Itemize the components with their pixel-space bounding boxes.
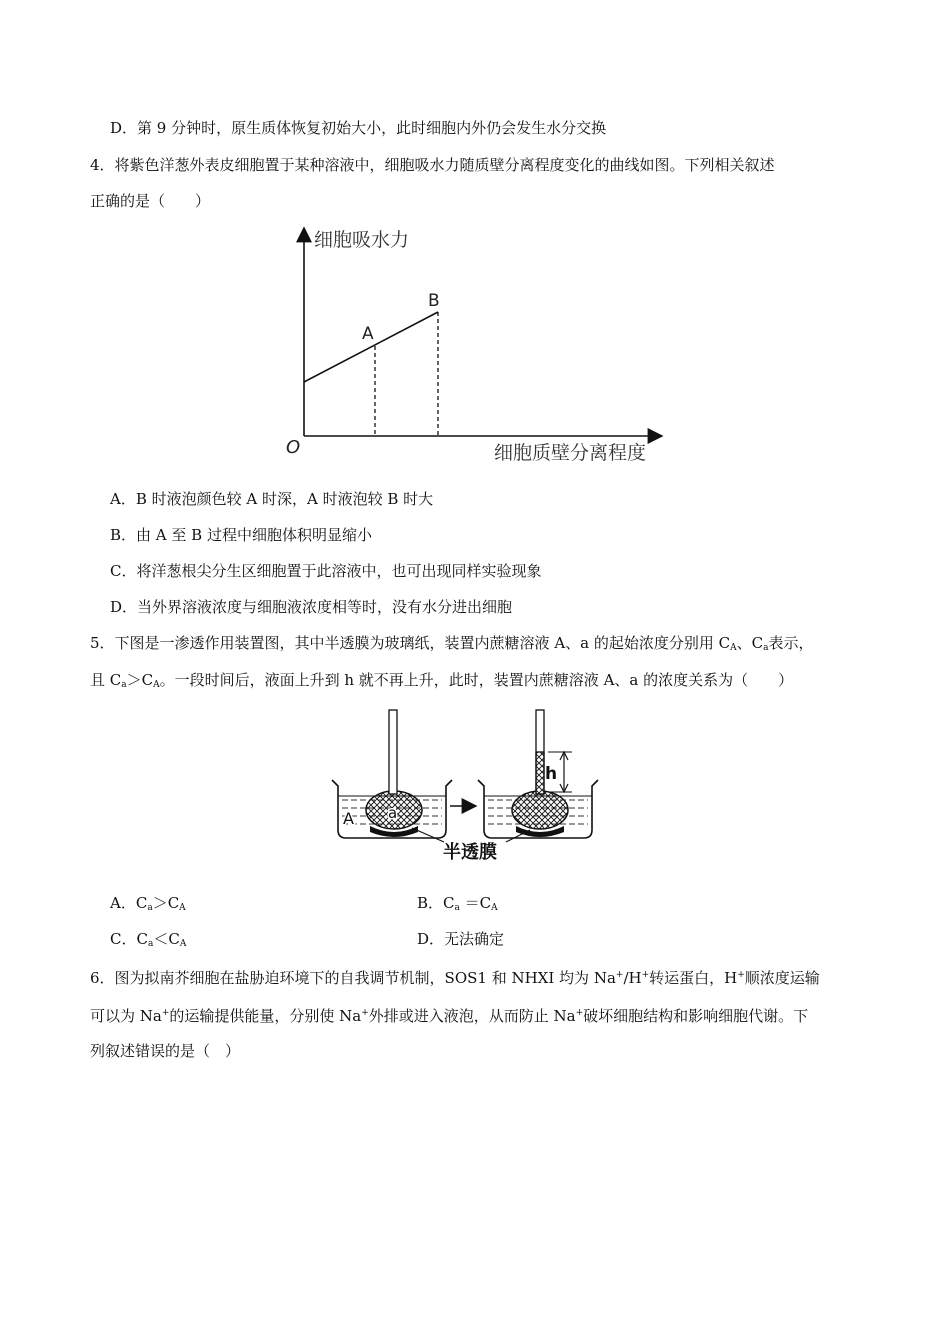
y-axis-label: 细胞吸水力 — [314, 229, 410, 251]
q6-stem-line3: 列叙述错误的是（ ） — [90, 1042, 241, 1060]
q6-stem-line1: 6．图为拟南芥细胞在盐胁迫环境下的自我调节机制，SOS1 和 NHXI 均为 Na+/H+转运蛋白，H+顺浓度运输 — [90, 969, 820, 987]
right-tube-fluid — [536, 752, 544, 794]
point-a-label: A — [362, 324, 374, 344]
q4-stem-line1: 4．将紫色洋葱外表皮细胞置于某种溶液中，细胞吸水力随质壁分离程度变化的曲线如图。下列相关叙述 — [90, 156, 775, 174]
label-h: h — [545, 764, 558, 784]
q3-option-d: D．第 9 分钟时，原生质体恢复初始大小，此时细胞内外仍会发生水分交换 — [110, 119, 607, 137]
q5-stem-line2: 且 $C_a>C_A$。一段时间后，液面上升到 h 就不再上升，此时，装置内蔗糖溶液 A、a 的浓度关系为（ ） — [90, 671, 794, 690]
q4-stem-line2: 正确的是（ ） — [90, 192, 211, 210]
q5-stem-line1: 5．下图是一渗透作用装置图，其中半透膜为玻璃纸，装置内蔗糖溶液 A、a 的起始浓度分别用 $C_A$、$C_a$表示， — [90, 634, 814, 653]
right-bag — [512, 791, 568, 829]
label-a-upper: A — [343, 809, 354, 828]
left-tube — [389, 710, 397, 794]
curve-line — [304, 312, 438, 382]
q5-option-a: A．$C_a>C_A$ — [110, 894, 186, 913]
q4-option-c: C．将洋葱根尖分生区细胞置于此溶液中，也可出现同样实验现象 — [110, 562, 542, 580]
q4-option-d: D．当外界溶液浓度与细胞液浓度相等时，没有水分进出细胞 — [110, 598, 513, 616]
q4-graph — [270, 222, 680, 467]
q4-option-a: A．B 时液泡颜色较 A 时深，A 时液泡较 B 时大 — [110, 490, 434, 508]
q6-stem-line2: 可以为 Na+的运输提供能量，分别使 Na+外排或进入液泡，从而防止 Na+破坏细胞结构和影响细胞代谢。下 — [90, 1007, 809, 1025]
origin-label: O — [286, 437, 301, 458]
point-b-label: B — [428, 291, 440, 311]
q5-option-c: C．$C_a<C_A$ — [110, 930, 187, 949]
q5-option-b: B．$C_a =C_A$ — [417, 894, 498, 913]
label-a-lower: a — [388, 804, 398, 822]
membrane-label: 半透膜 — [443, 842, 497, 863]
q5-option-d: D．无法确定 — [417, 930, 505, 948]
q5-osmosis-figure — [326, 706, 606, 866]
q4-option-b: B．由 A 至 B 过程中细胞体积明显缩小 — [110, 526, 372, 544]
x-axis-label: 细胞质壁分离程度 — [494, 442, 647, 464]
